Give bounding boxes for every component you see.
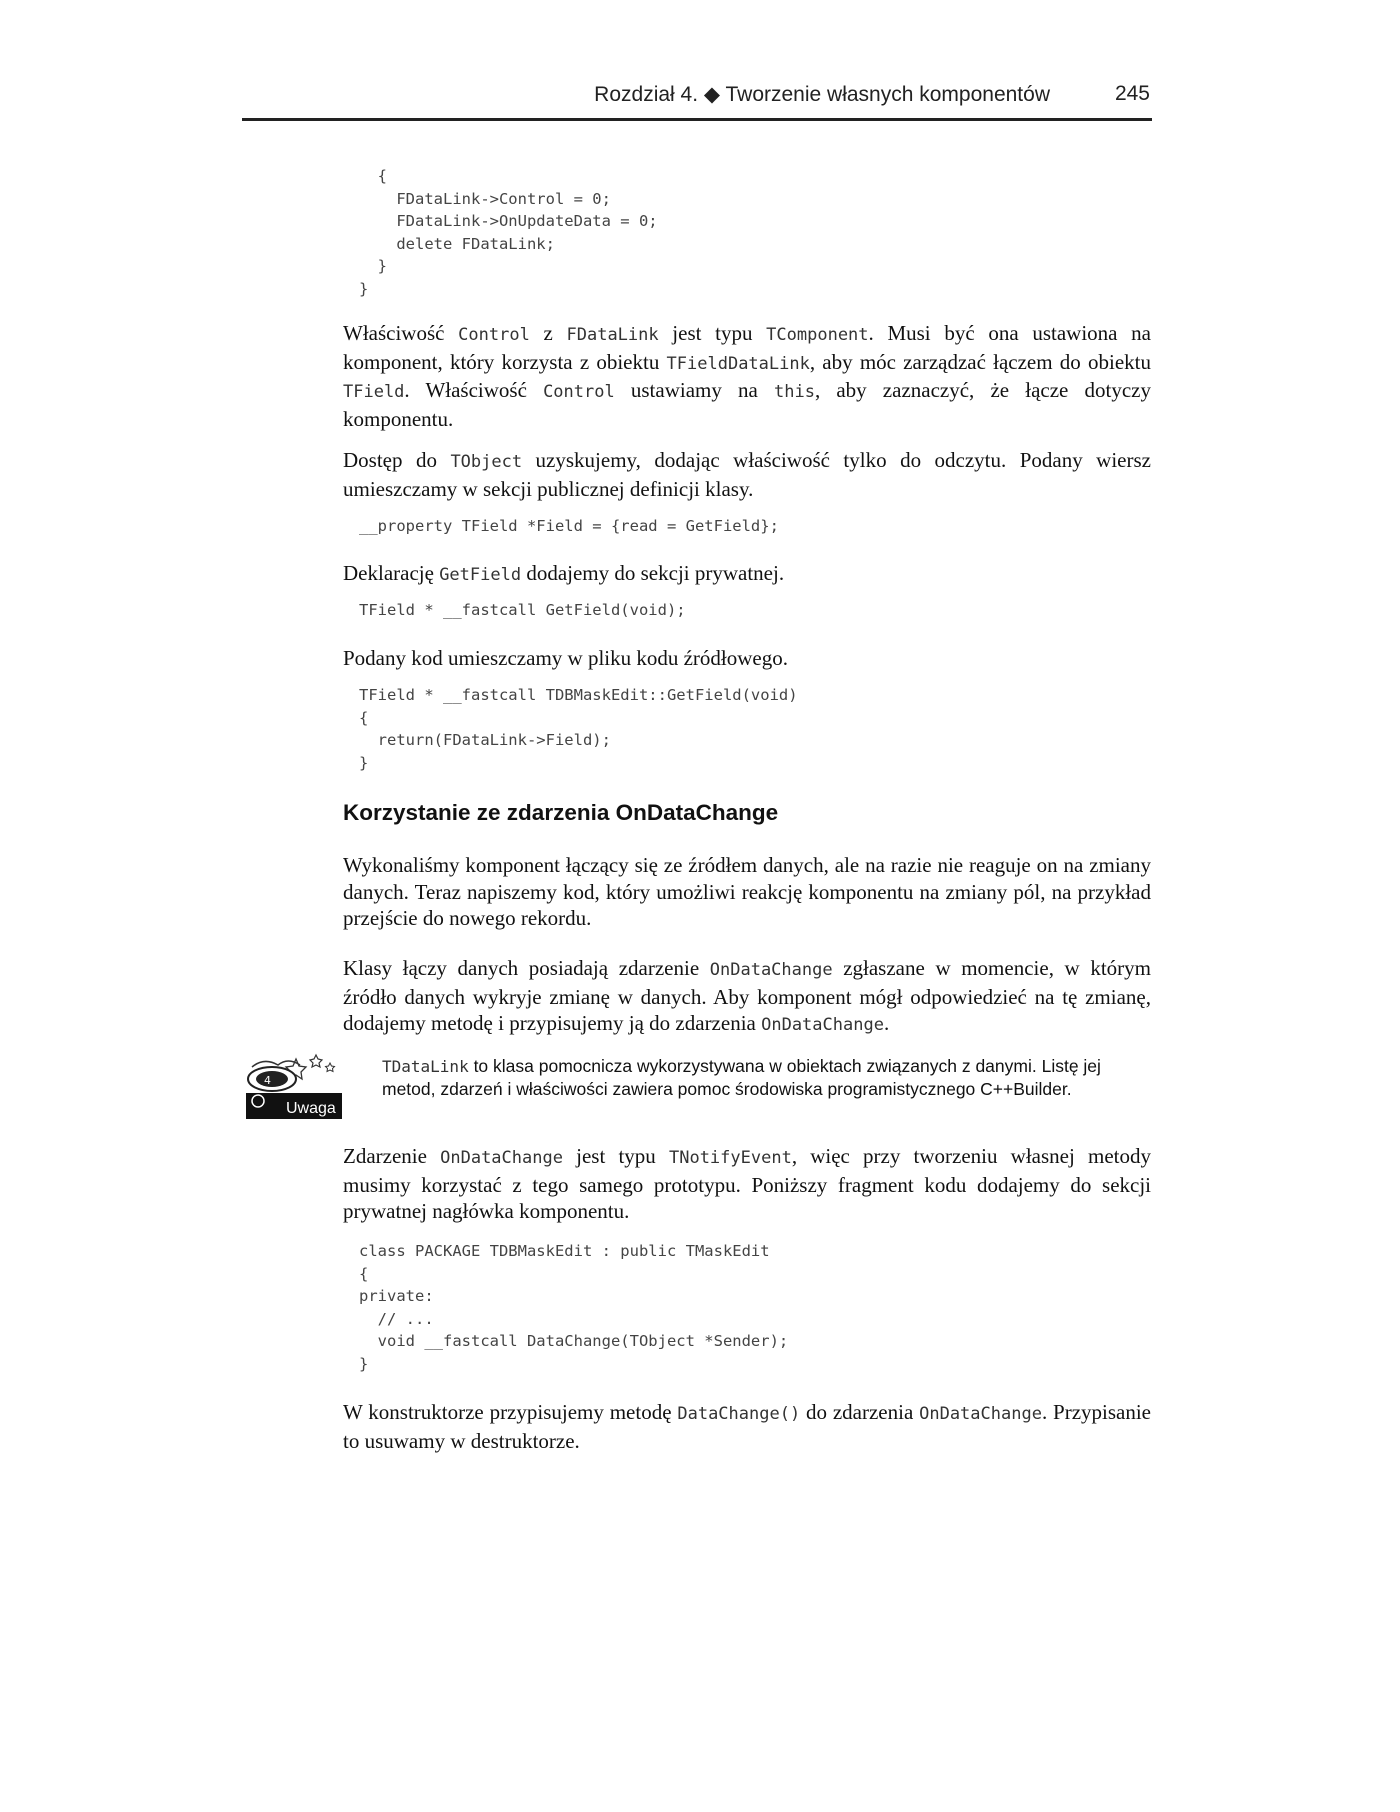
bomb-icon (246, 1053, 346, 1123)
chapter-title: Rozdział 4. ◆ Tworzenie własnych komponentów (594, 83, 1050, 106)
paragraph-tobject-access: Dostęp do TObject uzyskujemy, dodając właściwość tylko do odczytu. Podany wiersz umieszczamy w sekcji publicznej definicji klasy. (343, 448, 1151, 501)
note-icon (246, 1053, 346, 1123)
paragraph-control-property: Właściwość Control z FDataLink jest typu TComponent. Musi być ona ustawiona na komponent, który korzysta z obiektu TFieldDataLink, aby móc zarządzać łączem do obiektu TField. Właściwość Control ustawiamy na this, aby zaznaczyć, że łącze dotyczy komponentu. (343, 321, 1151, 431)
paragraph-notifyevent: Zdarzenie OnDataChange jest typu TNotifyEvent, więc przy tworzeniu własnej metody musimy korzystać z tego samego prototypu. Poniższy fragment kodu dodajemy do sekcji prywatnej nagłówka komponentu. (343, 1144, 1151, 1223)
code-block-destructor: { FDataLink->Control = 0; FDataLink->OnUpdateData = 0; delete FDataLink; } } (359, 167, 658, 298)
paragraph-source-file: Podany kod umieszczamy w pliku kodu źródłowego. (343, 646, 788, 670)
paragraph-getfield-declaration: Deklarację GetField dodajemy do sekcji prywatnej. (343, 561, 785, 585)
code-getfield-implementation: TField * __fastcall TDBMaskEdit::GetField(void) { return(FDataLink->Field); } (359, 686, 798, 772)
paragraph-ondatachange-event: Klasy łączy danych posiadają zdarzenie OnDataChange zgłaszane w momencie, w którym źródło danych wykryje zmianę w danych. Aby komponent mógł odpowiedzieć na tę zmianę, dodajemy metodę i przypisujemy ją do zdarzenia OnDataChange. (343, 956, 1151, 1035)
paragraph-constructor: W konstruktorze przypisujemy metodę DataChange() do zdarzenia OnDataChange. Przypisanie to usuwamy w destruktorze. (343, 1400, 1151, 1453)
page-header (242, 82, 1152, 121)
code-class-declaration: class PACKAGE TDBMaskEdit : public TMaskEdit { private: // ... void __fastcall DataChange(TObject *Sender); } (359, 1242, 789, 1373)
svg-text:4: 4 (264, 1074, 271, 1087)
note-text: TDataLink to klasa pomocnicza wykorzystywana w obiektach związanych z danymi. Listę jej metod, zdarzeń i właściwości zawiera pomoc środowiska programistycznego C++Builder. (382, 1056, 1101, 1099)
page-number: 245 (1114, 82, 1150, 105)
note-label: Uwaga (286, 1100, 336, 1117)
paragraph-component-intro: Wykonaliśmy komponent łączący się ze źródłem danych, ale na razie nie reaguje on na zmiany danych. Teraz napiszemy kod, który umożliwi reakcję komponentu na zmiany pól, na przykład przejście do nowego rekordu. (343, 853, 1151, 930)
code-property-declaration: __property TField *Field = {read = GetField}; (359, 517, 779, 535)
section-heading: Korzystanie ze zdarzenia OnDataChange (343, 800, 779, 825)
code-getfield-prototype: TField * __fastcall GetField(void); (359, 601, 686, 619)
